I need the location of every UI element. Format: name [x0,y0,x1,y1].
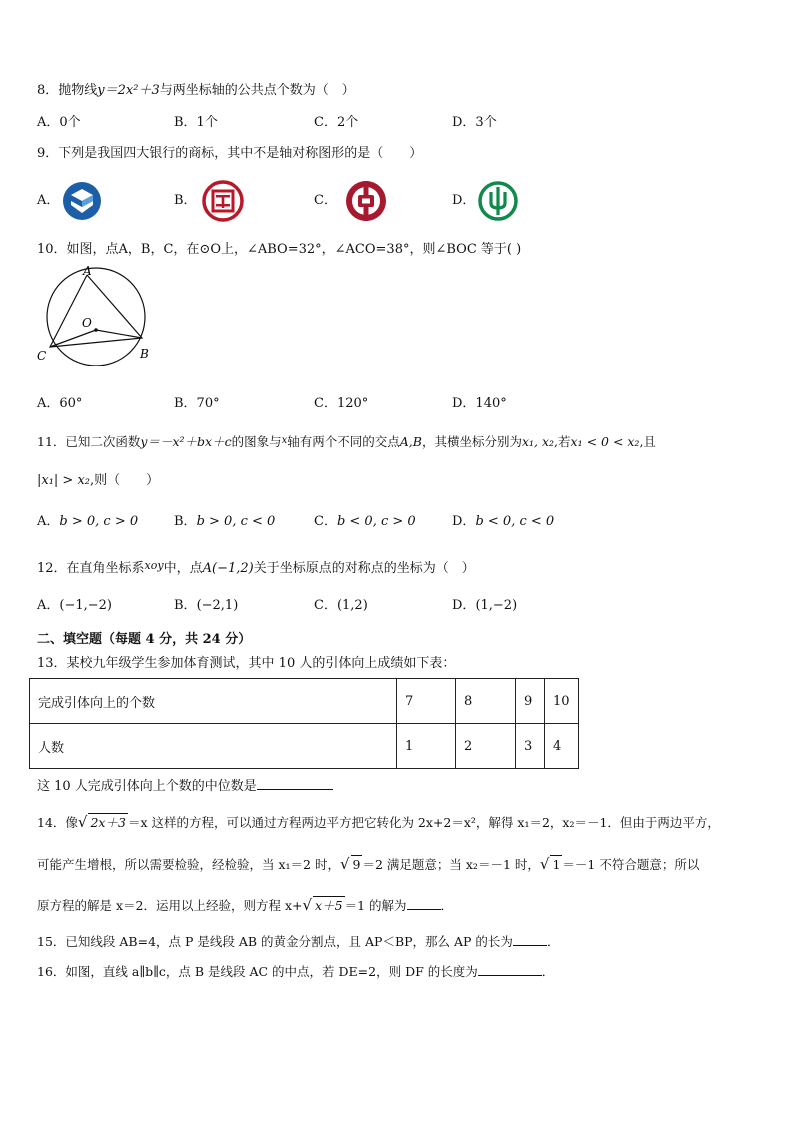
sqrt-icon: √ [539,855,550,873]
label-c: C [37,349,47,363]
circle-diagram [32,262,158,366]
answer-blank [407,897,441,910]
q11-ineq: x₁ < 0 < x₂ [570,434,640,449]
table-cell: 8 [456,679,516,724]
sqrt-icon: √ [302,896,313,914]
q11-text-a: 11．已知二次函数 [37,434,141,449]
table-cell: 完成引体向上的个数 [30,679,397,724]
q12-option-b: B．(−2,1) [174,598,239,613]
q11-text-d: ，其横坐标分别为 [421,434,522,449]
q8-option-d: D．3个 [452,115,497,130]
q10-option-d: D．140° [452,396,507,411]
q9-option-c: C． [314,193,337,208]
question-14-line3: 原方程的解是 x＝2．运用以上经验，则方程 x+√ x＋5 ＝1 的解为 ． [37,896,454,914]
ccb-logo-icon [62,181,102,221]
table-cell: 1 [397,724,456,769]
q8-formula: y＝2x²＋3 [97,83,160,98]
answer-blank [257,777,333,790]
q10-option-c: C．120° [314,396,369,411]
abc-logo-icon [478,181,518,221]
q12-text-a: 12．在直角坐标系 [37,561,145,576]
section-title-fill-in: 二、填空题（每题 4 分，共 24 分） [37,632,252,647]
table-row [30,724,579,769]
q8-option-c: C．2个 [314,115,359,130]
q12-text-c: 关于坐标原点的对称点的坐标为（ ） [253,561,475,576]
table-cell: 2 [456,724,516,769]
q8-suffix: 与两坐标轴的公共点个数为（ ） [159,83,355,98]
question-8 [37,82,355,100]
question-15: 15．已知线段 AB=4，点 P 是线段 AB 的黄金分割点，且 AP＜BP，那么 AP 的长为 ． [37,934,560,949]
q9-option-b: B． [174,193,197,208]
q12-option-d: D．(1,−2) [452,598,518,613]
q9-option-a: A． [37,193,60,208]
question-11-line2 [37,472,159,490]
q13-answer-line: 这 10 人完成引体向上个数的中位数是 [37,777,333,796]
answer-blank [513,933,547,946]
circle-o [47,268,145,366]
table-cell: 3 [516,724,545,769]
q11-x1x2: x₁, x₂ [521,434,555,449]
q11-text-c: 轴有两个不同的交点 [287,434,400,449]
table-row [30,679,579,724]
q11-abs-formula: |x₁| > x₂ [37,473,91,488]
q11-ab: A,B [399,434,422,449]
table-cell: 10 [545,679,579,724]
q8-prefix: 8．抛物线 [37,83,98,98]
boc-logo-icon [344,179,388,223]
q11-text-b: 的图象与 [231,434,282,449]
q11-option-b: B．b > 0, c < 0 [174,514,276,529]
q11-text-f: ,且 [639,434,656,449]
q8-option-b: B．1个 [174,115,218,130]
question-14-line2: 可能产生增根，所以需要检验，经检验，当 x₁＝2 时，√ 9 ＝2 满足题意；当 x₂＝－1 时，√ 1 ＝－1 不符合题意；所以 [37,855,700,873]
q11-text-e: ,若 [554,434,571,449]
sqrt-icon: √ [339,855,350,873]
q10-option-b: B．70° [174,396,220,411]
q12-option-c: C．(1,2) [314,598,368,613]
question-14-line1: 14．像√ 2x＋3 ＝x 这样的方程，可以通过方程两边平方把它转化为 2x+2＝x²，解得 x₁＝2，x₂＝－1．但由于两边平方， [37,813,720,831]
q12-xoy: xoy [144,559,164,572]
question-9: 9．下列是我国四大银行的商标，其中不是轴对称图形的是（ ） [37,146,423,161]
q11-option-c: C．b < 0, c > 0 [314,514,416,529]
center-point-o [94,328,98,332]
q11-option-d: D．b < 0, c < 0 [452,514,555,529]
segment-ob [96,330,142,338]
q11-option-a: A．b > 0, c > 0 [37,514,139,529]
question-11-line1 [37,432,656,451]
q12-option-a: A．(−1,−2) [37,598,112,613]
pullup-table [29,678,579,769]
sqrt-icon: √ [77,813,88,831]
question-16: 16．如图，直线 a∥b∥c，点 B 是线段 AC 的中点，若 DE=2，则 DF 的长度为 ． [37,964,555,979]
q11-x: x [281,435,288,446]
question-12 [37,557,475,578]
q10-option-a: A．60° [37,396,83,411]
question-10: 10．如图，点A，B，C，在⊙O上，∠ABO=32°，∠ACO=38°，则∠BOC 等于( ) [37,242,522,257]
question-13: 13．某校九年级学生参加体育测试，其中 10 人的引体向上成绩如下表： [37,656,456,671]
label-o: O [82,316,92,330]
label-b: B [140,347,149,361]
q12-point: A(−1,2) [202,561,254,576]
q9-option-d: D． [452,193,476,208]
label-a: A [83,264,92,278]
table-cell: 9 [516,679,545,724]
table-cell: 4 [545,724,579,769]
table-cell: 人数 [30,724,397,769]
icbc-logo-icon [202,180,244,222]
q11-formula: y＝－x²＋bx＋c [140,434,232,449]
answer-blank [478,963,542,976]
q11-line2-text: ,则（ ） [90,473,160,488]
q12-text-b: 中，点 [163,561,203,576]
table-cell: 7 [397,679,456,724]
q8-option-a: A．0个 [37,115,81,130]
